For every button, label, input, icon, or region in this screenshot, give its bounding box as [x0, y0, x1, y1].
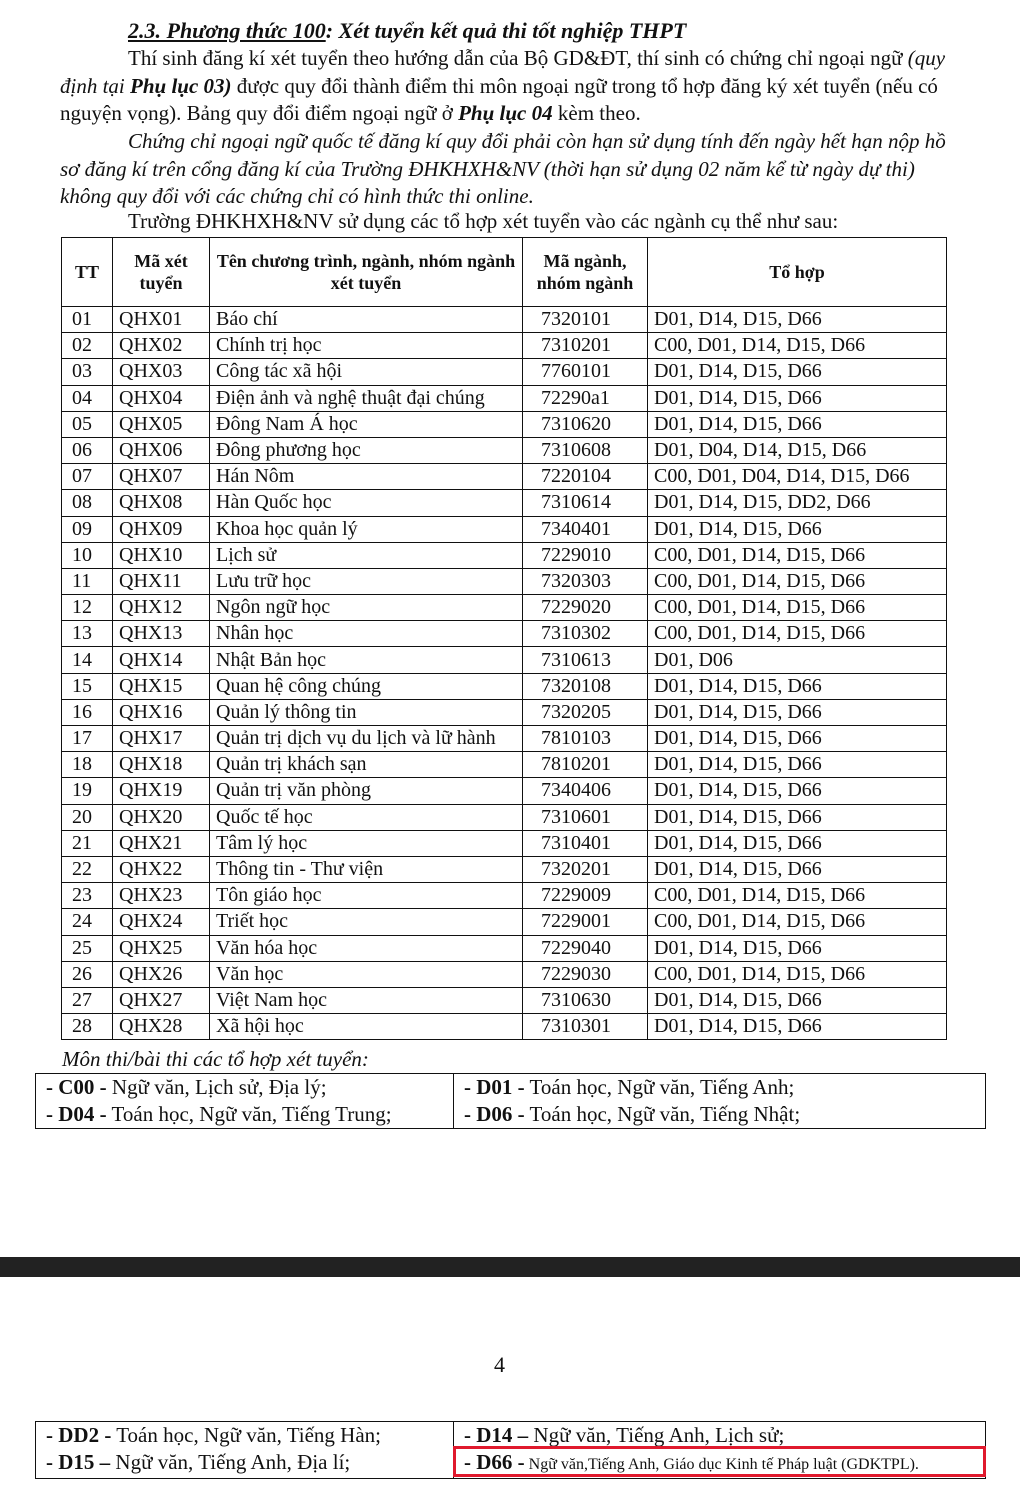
row-tt: 10	[62, 542, 113, 568]
table-row	[62, 490, 947, 516]
table-row	[62, 935, 947, 961]
row-tt: 27	[62, 987, 113, 1013]
row-ma-nganh: 7310613	[523, 647, 648, 673]
row-ma-xet-tuyen: QHX19	[113, 778, 210, 804]
row-ma-nganh: 7310601	[523, 804, 648, 830]
table-row	[62, 961, 947, 987]
row-tt: 18	[62, 752, 113, 778]
table-row	[62, 621, 947, 647]
row-to-hop: D01, D14, D15, D66	[648, 778, 947, 804]
table-header-row	[62, 238, 947, 307]
row-ten-nganh: Việt Nam học	[210, 987, 523, 1013]
row-to-hop: C00, D01, D14, D15, D66	[648, 909, 947, 935]
row-ma-nganh: 7310608	[523, 437, 648, 463]
table-row	[62, 542, 947, 568]
row-tt: 26	[62, 961, 113, 987]
row-tt: 12	[62, 595, 113, 621]
row-tt: 02	[62, 333, 113, 359]
row-ten-nganh: Điện ảnh và nghệ thuật đại chúng	[210, 385, 523, 411]
row-ma-nganh: 7320205	[523, 699, 648, 725]
row-ma-nganh: 7340406	[523, 778, 648, 804]
subject-cell: - C00 - Ngữ văn, Lịch sử, Địa lý; - D04 - Toán học, Ngữ văn, Tiếng Trung;	[36, 1074, 454, 1129]
row-ten-nganh: Thông tin - Thư viện	[210, 856, 523, 882]
row-ten-nganh: Công tác xã hội	[210, 359, 523, 385]
table-row	[62, 647, 947, 673]
row-to-hop: D01, D14, D15, D66	[648, 752, 947, 778]
row-to-hop: D01, D14, D15, D66	[648, 673, 947, 699]
row-ten-nganh: Đông phương học	[210, 437, 523, 463]
table-row	[62, 804, 947, 830]
row-ten-nganh: Quốc tế học	[210, 804, 523, 830]
table-row	[62, 359, 947, 385]
paragraph-certificate: Chứng chỉ ngoại ngữ quốc tế đăng kí quy đổi phải còn hạn sử dụng tính đến ngày hết hạn nộp hồ sơ đăng kí trên cổng đăng kí của Trường ĐHKHXH&NV (thời hạn sử dụng 02 năm kể từ ngày dự thi) không quy đổi với các chứng chỉ có hình thức thi online.	[60, 129, 946, 208]
row-tt: 13	[62, 621, 113, 647]
row-to-hop: D01, D14, D15, D66	[648, 726, 947, 752]
row-ma-xet-tuyen: QHX16	[113, 699, 210, 725]
row-ma-xet-tuyen: QHX11	[113, 568, 210, 594]
row-tt: 23	[62, 883, 113, 909]
row-ma-nganh: 7310301	[523, 1014, 648, 1040]
table-row	[62, 987, 947, 1013]
table-row	[62, 883, 947, 909]
row-to-hop: C00, D01, D14, D15, D66	[648, 883, 947, 909]
row-tt: 14	[62, 647, 113, 673]
row-ten-nganh: Quản trị dịch vụ du lịch và lữ hành	[210, 726, 523, 752]
subjects-title: Môn thi/bài thi các tổ hợp xét tuyển:	[62, 1047, 369, 1071]
table-row	[62, 909, 947, 935]
row-to-hop: D01, D14, D15, D66	[648, 359, 947, 385]
row-tt: 19	[62, 778, 113, 804]
row-tt: 04	[62, 385, 113, 411]
row-ma-xet-tuyen: QHX03	[113, 359, 210, 385]
row-ma-xet-tuyen: QHX09	[113, 516, 210, 542]
row-tt: 24	[62, 909, 113, 935]
row-to-hop: D01, D14, D15, D66	[648, 516, 947, 542]
row-tt: 09	[62, 516, 113, 542]
header-to-hop: Tổ hợp	[648, 238, 947, 307]
row-ten-nganh: Hàn Quốc học	[210, 490, 523, 516]
row-ma-xet-tuyen: QHX22	[113, 856, 210, 882]
row-ma-nganh: 7310302	[523, 621, 648, 647]
row-ma-nganh: 7310401	[523, 830, 648, 856]
table-row	[62, 568, 947, 594]
header-ten-nganh: Tên chương trình, ngành, nhóm ngành xét tuyển	[210, 238, 523, 307]
header-ma-xet-tuyen: Mã xét tuyển	[113, 238, 210, 307]
row-ma-xet-tuyen: QHX15	[113, 673, 210, 699]
row-tt: 05	[62, 411, 113, 437]
row-ten-nganh: Lịch sử	[210, 542, 523, 568]
row-ma-xet-tuyen: QHX27	[113, 987, 210, 1013]
row-ten-nganh: Tôn giáo học	[210, 883, 523, 909]
page-number: 4	[494, 1352, 505, 1377]
row-ma-nganh: 7320101	[523, 307, 648, 333]
row-ten-nganh: Văn học	[210, 961, 523, 987]
row-tt: 28	[62, 1014, 113, 1040]
row-ma-xet-tuyen: QHX12	[113, 595, 210, 621]
row-ten-nganh: Quan hệ công chúng	[210, 673, 523, 699]
header-ma-nganh: Mã ngành, nhóm ngành	[523, 238, 648, 307]
row-ma-xet-tuyen: QHX24	[113, 909, 210, 935]
row-tt: 03	[62, 359, 113, 385]
paragraph-registration: Thí sinh đăng kí xét tuyển theo hướng dẫn của Bộ GD&ĐT, thí sinh có chứng chỉ ngoại ngữ (quy định tại Phụ lục 03) được quy đổi thành điểm thi môn ngoại ngữ trong tổ hợp đăng ký xét tuyển (nếu có nguyện vọng). Bảng quy đổi điểm ngoại ngữ ở Phụ lục 04 kèm theo.	[60, 46, 946, 125]
row-to-hop: D01, D14, D15, DD2, D66	[648, 490, 947, 516]
row-to-hop: D01, D14, D15, D66	[648, 804, 947, 830]
row-ma-nganh: 7229020	[523, 595, 648, 621]
table-row	[62, 437, 947, 463]
row-ten-nganh: Ngôn ngữ học	[210, 595, 523, 621]
row-ma-nganh: 7320201	[523, 856, 648, 882]
row-ma-nganh: 7320303	[523, 568, 648, 594]
row-tt: 17	[62, 726, 113, 752]
row-to-hop: D01, D04, D14, D15, D66	[648, 437, 947, 463]
row-ma-xet-tuyen: QHX07	[113, 464, 210, 490]
row-ma-nganh: 7220104	[523, 464, 648, 490]
table-row	[62, 752, 947, 778]
row-tt: 25	[62, 935, 113, 961]
row-ten-nganh: Tâm lý học	[210, 830, 523, 856]
row-ten-nganh: Đông Nam Á học	[210, 411, 523, 437]
row-ten-nganh: Quản trị văn phòng	[210, 778, 523, 804]
row-ten-nganh: Khoa học quản lý	[210, 516, 523, 542]
row-tt: 08	[62, 490, 113, 516]
row-tt: 22	[62, 856, 113, 882]
row-ten-nganh: Báo chí	[210, 307, 523, 333]
row-tt: 06	[62, 437, 113, 463]
row-ma-xet-tuyen: QHX13	[113, 621, 210, 647]
table-row	[62, 516, 947, 542]
row-ten-nganh: Chính trị học	[210, 333, 523, 359]
subjects-box-top	[35, 1073, 986, 1129]
row-ma-xet-tuyen: QHX04	[113, 385, 210, 411]
table-row	[62, 464, 947, 490]
row-ma-xet-tuyen: QHX26	[113, 961, 210, 987]
table-row	[62, 673, 947, 699]
row-to-hop: D01, D14, D15, D66	[648, 307, 947, 333]
row-to-hop: C00, D01, D14, D15, D66	[648, 333, 947, 359]
row-ma-nganh: 7310620	[523, 411, 648, 437]
table-row	[62, 856, 947, 882]
table-row	[62, 726, 947, 752]
row-to-hop: C00, D01, D04, D14, D15, D66	[648, 464, 947, 490]
row-ma-nganh: 7229001	[523, 909, 648, 935]
row-ma-xet-tuyen: QHX18	[113, 752, 210, 778]
row-tt: 16	[62, 699, 113, 725]
row-ma-xet-tuyen: QHX05	[113, 411, 210, 437]
row-ma-xet-tuyen: QHX23	[113, 883, 210, 909]
row-ma-xet-tuyen: QHX25	[113, 935, 210, 961]
row-ma-xet-tuyen: QHX02	[113, 333, 210, 359]
row-to-hop: C00, D01, D14, D15, D66	[648, 595, 947, 621]
row-to-hop: D01, D14, D15, D66	[648, 411, 947, 437]
row-ma-nganh: 72290a1	[523, 385, 648, 411]
row-ma-nganh: 7229040	[523, 935, 648, 961]
highlight-box-d66	[453, 1446, 986, 1477]
row-tt: 11	[62, 568, 113, 594]
table-row	[62, 830, 947, 856]
row-to-hop: D01, D14, D15, D66	[648, 830, 947, 856]
subject-cell: - DD2 - Toán học, Ngữ văn, Tiếng Hàn; - D15 – Ngữ văn, Tiếng Anh, Địa lí;	[36, 1422, 454, 1479]
row-to-hop: C00, D01, D14, D15, D66	[648, 961, 947, 987]
admission-table	[61, 237, 947, 1040]
table-row	[62, 411, 947, 437]
row-ma-xet-tuyen: QHX17	[113, 726, 210, 752]
row-ma-nganh: 7340401	[523, 516, 648, 542]
row-ten-nganh: Quản lý thông tin	[210, 699, 523, 725]
row-ma-xet-tuyen: QHX28	[113, 1014, 210, 1040]
row-ma-nganh: 7810103	[523, 726, 648, 752]
row-tt: 20	[62, 804, 113, 830]
row-ma-xet-tuyen: QHX21	[113, 830, 210, 856]
row-to-hop: C00, D01, D14, D15, D66	[648, 621, 947, 647]
row-tt: 21	[62, 830, 113, 856]
row-ma-nganh: 7229030	[523, 961, 648, 987]
row-to-hop: C00, D01, D14, D15, D66	[648, 542, 947, 568]
row-to-hop: D01, D14, D15, D66	[648, 987, 947, 1013]
row-ma-xet-tuyen: QHX10	[113, 542, 210, 568]
row-ten-nganh: Triết học	[210, 909, 523, 935]
row-ma-xet-tuyen: QHX20	[113, 804, 210, 830]
row-tt: 07	[62, 464, 113, 490]
page-separator	[0, 1257, 1020, 1277]
table-row	[62, 699, 947, 725]
row-tt: 15	[62, 673, 113, 699]
row-tt: 01	[62, 307, 113, 333]
row-to-hop: C00, D01, D14, D15, D66	[648, 568, 947, 594]
row-ma-nganh: 7229010	[523, 542, 648, 568]
row-ten-nganh: Nhân học	[210, 621, 523, 647]
row-ten-nganh: Nhật Bản học	[210, 647, 523, 673]
table-row	[62, 385, 947, 411]
row-ma-xet-tuyen: QHX14	[113, 647, 210, 673]
row-to-hop: D01, D06	[648, 647, 947, 673]
row-ma-xet-tuyen: QHX08	[113, 490, 210, 516]
row-to-hop: D01, D14, D15, D66	[648, 935, 947, 961]
subject-cell: - D01 - Toán học, Ngữ văn, Tiếng Anh; - D06 - Toán học, Ngữ văn, Tiếng Nhật;	[454, 1074, 986, 1129]
header-tt: TT	[62, 238, 113, 307]
row-to-hop: D01, D14, D15, D66	[648, 1014, 947, 1040]
heading-rest: : Xét tuyển kết quả thi tốt nghiệp THPT	[325, 18, 687, 43]
row-ma-nganh: 7760101	[523, 359, 648, 385]
subject-cell: - D14 – Ngữ văn, Tiếng Anh, Lịch sử; - D66 - Ngữ văn,Tiếng Anh, Giáo dục Kinh tế Pháp luật (GDKTPL).	[454, 1422, 986, 1479]
row-ma-nganh: 7310201	[523, 333, 648, 359]
row-ma-xet-tuyen: QHX01	[113, 307, 210, 333]
row-ma-nganh: 7320108	[523, 673, 648, 699]
row-to-hop: D01, D14, D15, D66	[648, 699, 947, 725]
usage-sentence: Trường ĐHKHXH&NV sử dụng các tổ hợp xét tuyển vào các ngành cụ thể như sau:	[128, 209, 839, 233]
section-heading	[128, 18, 686, 44]
row-to-hop: D01, D14, D15, D66	[648, 385, 947, 411]
table-row	[62, 333, 947, 359]
row-ten-nganh: Lưu trữ học	[210, 568, 523, 594]
row-ma-nganh: 7810201	[523, 752, 648, 778]
row-ma-nganh: 7310614	[523, 490, 648, 516]
row-ten-nganh: Văn hóa học	[210, 935, 523, 961]
table-row	[62, 595, 947, 621]
row-to-hop: D01, D14, D15, D66	[648, 856, 947, 882]
row-ma-nganh: 7229009	[523, 883, 648, 909]
row-ten-nganh: Xã hội học	[210, 1014, 523, 1040]
table-row	[62, 778, 947, 804]
row-ten-nganh: Quản trị khách sạn	[210, 752, 523, 778]
table-row	[62, 1014, 947, 1040]
table-row	[62, 307, 947, 333]
row-ten-nganh: Hán Nôm	[210, 464, 523, 490]
row-ma-xet-tuyen: QHX06	[113, 437, 210, 463]
row-ma-nganh: 7310630	[523, 987, 648, 1013]
heading-label: 2.3. Phương thức 100	[128, 18, 326, 43]
